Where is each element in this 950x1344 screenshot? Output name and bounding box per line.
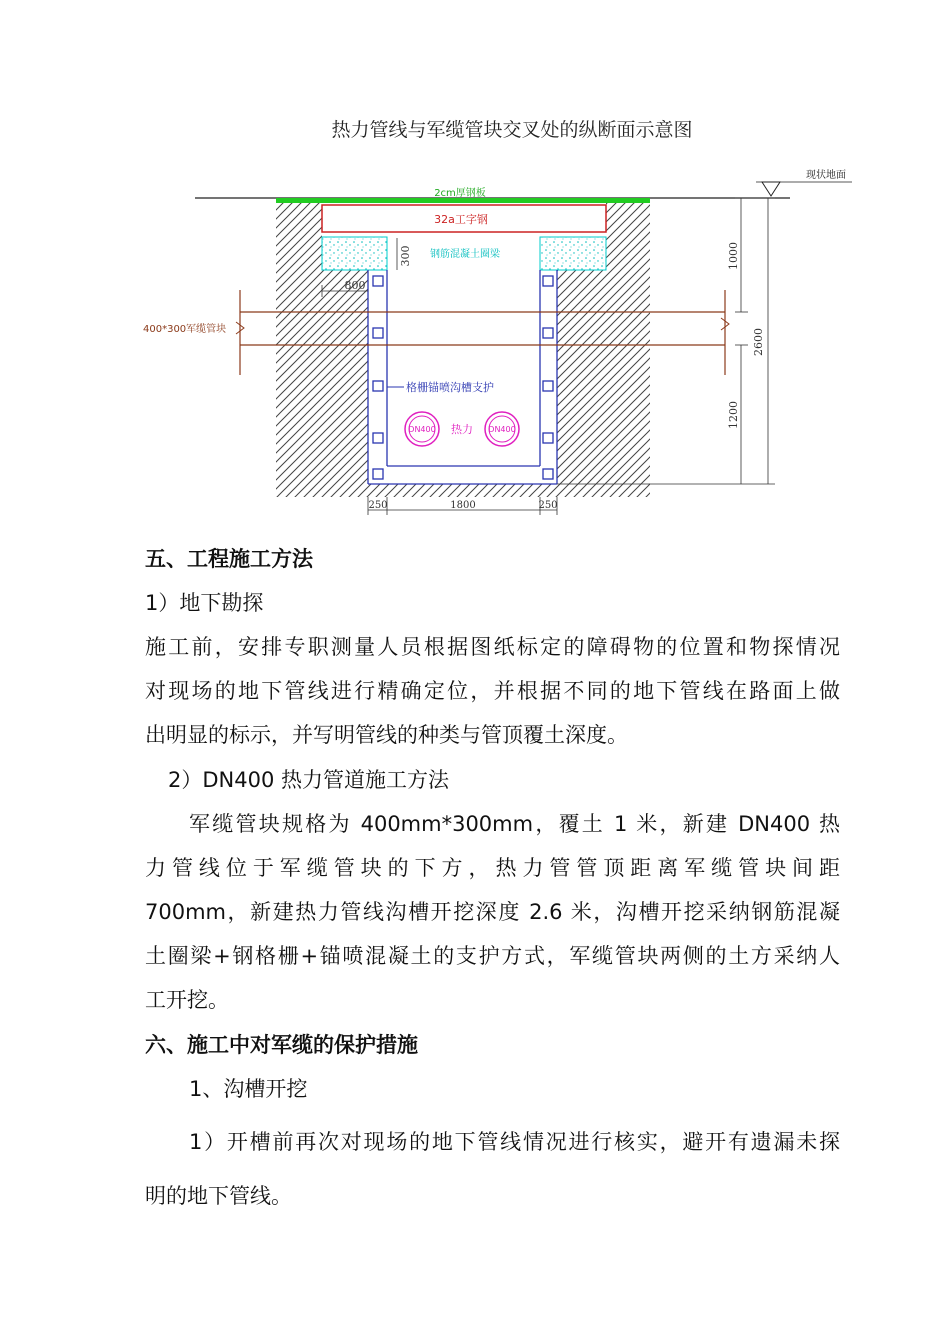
ground-symbol [762, 182, 780, 196]
ring-beam-right [540, 237, 606, 270]
dim-1000: 1000 [727, 242, 740, 270]
paragraph-2-line-4: 土圈梁+钢格栅+锚喷混凝土的支护方式，军缆管块两侧的土方采纳人 [145, 944, 840, 968]
soil-bottom [368, 484, 557, 497]
section-heading-5: 五、工程施工方法 [145, 547, 313, 571]
paragraph-2-line-2: 力管线位于军缆管块的下方，热力管管顶距离军缆管块间距 [145, 856, 840, 880]
svg-text:DN400: DN400 [408, 425, 436, 434]
paragraph-3-line-1: 1）开槽前再次对现场的地下管线情况进行核实，避开有遗漏未探 [189, 1130, 840, 1154]
figure-title: 热力管线与军缆管块交叉处的纵断面示意图 [331, 119, 693, 141]
i-beam-label: 32a工字钢 [434, 213, 488, 226]
ground-label: 现状地面 [806, 170, 846, 181]
paragraph-3-line-2: 明的地下管线。 [145, 1184, 292, 1208]
paragraph-1-line-3: 出明显的标示，并写明管线的种类与管顶覆土深度。 [145, 723, 628, 747]
paragraph-2-line-1: 军缆管块规格为 400mm*300mm，覆土 1 米，新建 DN400 热 [189, 812, 840, 836]
dim-800: 800 [344, 279, 366, 292]
dim-2600: 2600 [752, 328, 765, 356]
ring-beam-label: 钢筋混凝土圈梁 [430, 249, 500, 260]
steel-plate-label: 2cm厚钢板 [434, 188, 486, 199]
support-label: 格栅锚喷沟槽支护 [406, 381, 494, 394]
subheading-3: 1、沟槽开挖 [189, 1077, 308, 1101]
subheading-2: 2）DN400 热力管道施工方法 [168, 768, 449, 792]
paragraph-1-line-1: 施工前，安排专职测量人员根据图纸标定的障碍物的位置和物探情况 [145, 635, 840, 659]
dim-250-left: 250 [368, 500, 388, 511]
subheading-1: 1）地下勘探 [145, 591, 264, 615]
dim-300: 300 [399, 245, 412, 267]
svg-text:DN400: DN400 [488, 425, 516, 434]
cable-block-label: 400*300军缆管块 [143, 324, 227, 335]
dim-250-right: 250 [538, 500, 558, 511]
heat-label: 热力 [451, 423, 473, 436]
section-heading-6: 六、施工中对军缆的保护措施 [145, 1033, 418, 1057]
cross-section-diagram [0, 160, 950, 520]
paragraph-2-line-3: 700mm，新建热力管线沟槽开挖深度 2.6 米，沟槽开挖采纳钢筋混凝 [145, 900, 840, 924]
ring-beam-left [322, 237, 387, 270]
paragraph-2-line-5: 工开挖。 [145, 988, 229, 1012]
dim-1800: 1800 [450, 500, 476, 511]
paragraph-1-line-2: 对现场的地下管线进行精确定位，并根据不同的地下管线在路面上做 [145, 679, 840, 703]
dim-1200: 1200 [727, 401, 740, 429]
